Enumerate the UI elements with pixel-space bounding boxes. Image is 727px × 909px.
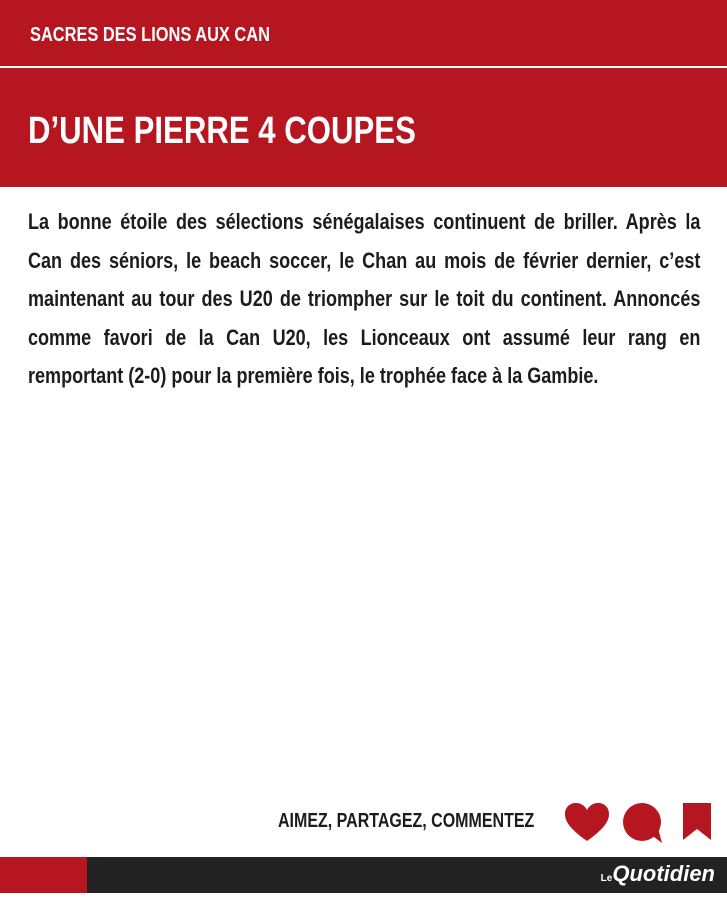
brand-logo [601, 861, 715, 887]
heart-icon[interactable] [564, 802, 610, 842]
page-title: D’UNE PIERRE 4 COUPES [28, 110, 416, 152]
engagement-prompt: AIMEZ, PARTAGEZ, COMMENTEZ [278, 810, 535, 832]
article-body: La bonne étoile des sélections sénégalaises continuent de briller. Après la Can des séniors, le beach soccer, le Chan au mois de février dernier, c’est maintenant au tour des U20 de triompher sur le toit du continent. Annoncés comme favori de la Can U20, les Lionceaux ont assumé leur rang en remportant (2-0) pour la première fois, le trophée face à la Gambie. [28, 209, 701, 388]
comment-icon[interactable] [622, 802, 664, 844]
logo-prefix: Le [600, 873, 613, 884]
footer-accent [0, 857, 87, 893]
kicker-title: SACRES DES LIONS AUX CAN [30, 24, 270, 46]
bookmark-icon[interactable] [683, 803, 711, 840]
logo-name: Quotidien [612, 861, 715, 886]
